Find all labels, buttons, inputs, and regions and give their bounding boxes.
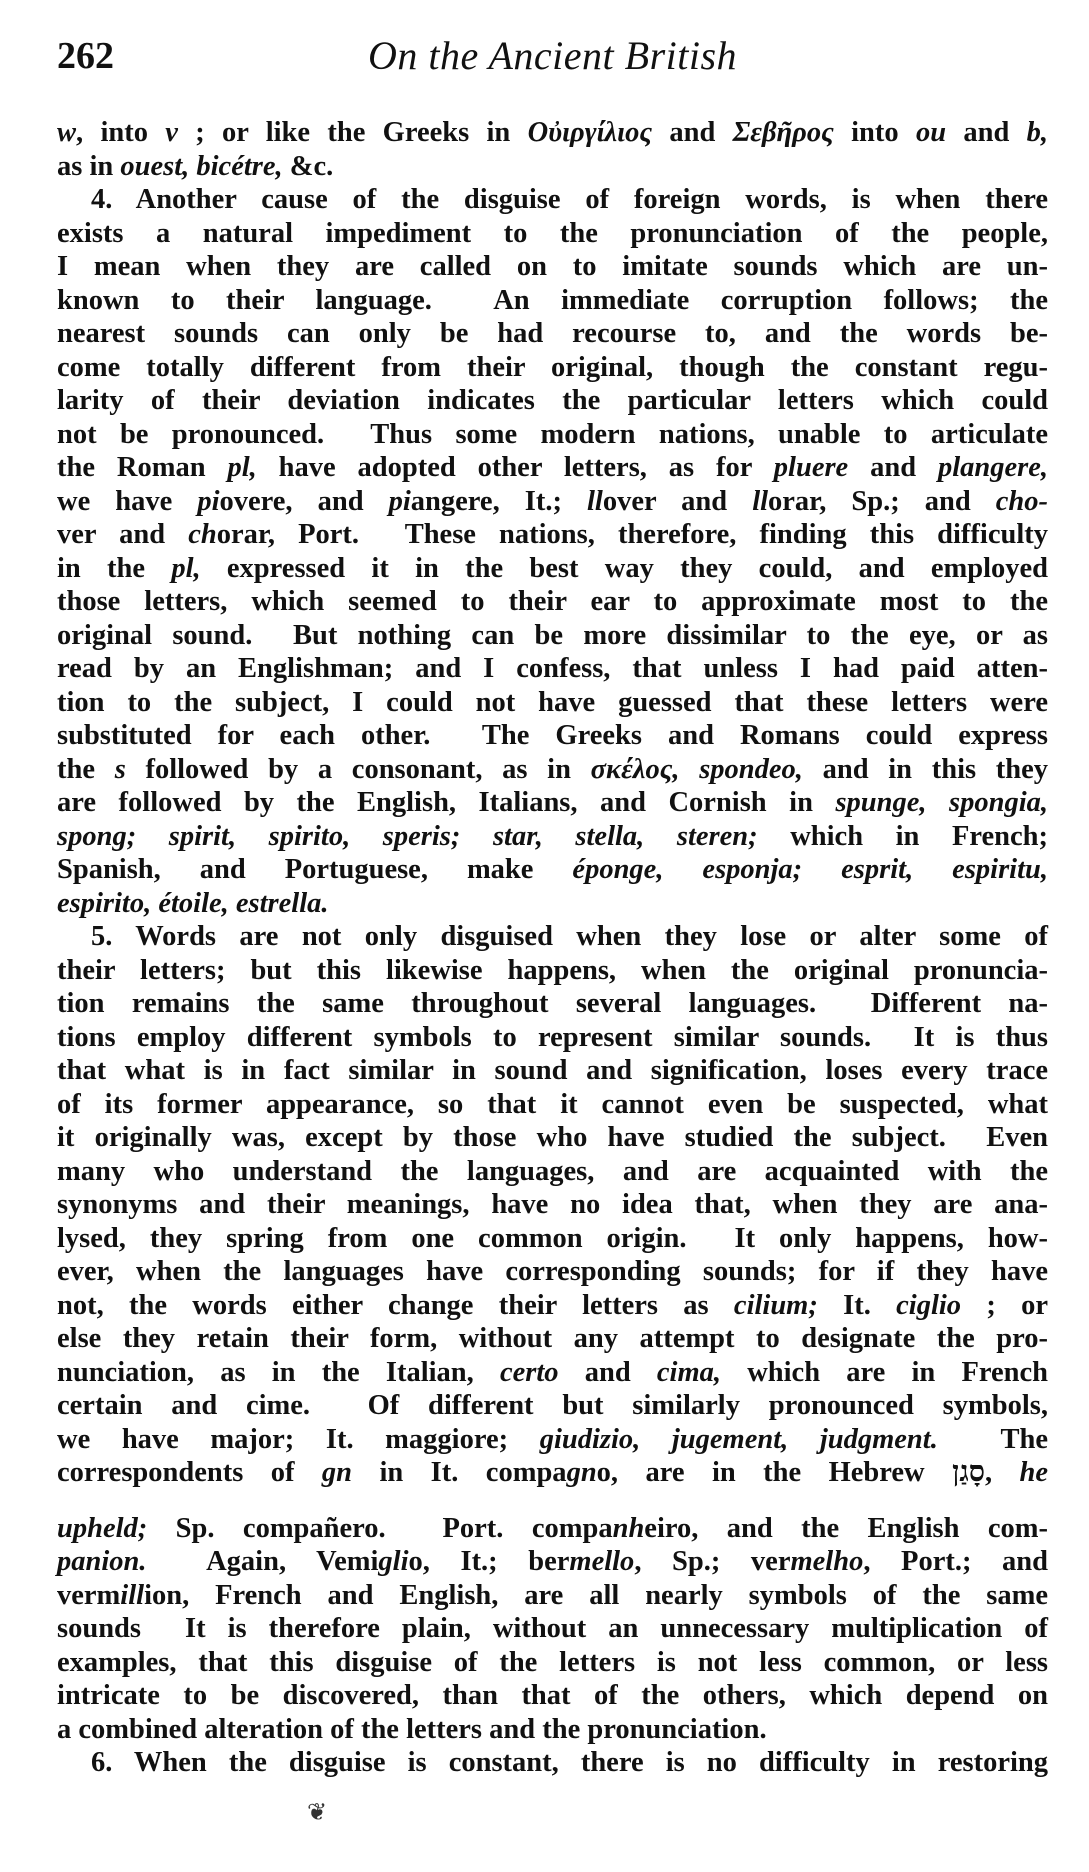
italic-text: cho- [995,485,1049,517]
text-run: certain and cime. Of different but similarly pronounced symbols, [57,1390,1048,1421]
italic-text: pluere [773,452,849,483]
text-run: in the [57,552,172,584]
text-run: original sound. But nothing can be more dissimilar to the eye, or as [57,619,1048,651]
text-run: come totally different from their original, though the constant regu- [57,351,1048,383]
text-run: are followed by the English, Italians, and Cornish in [57,787,836,818]
text-run: over and [602,485,753,517]
text-line [57,384,1048,418]
text-run: the Roman [57,452,228,483]
text-run: ever, when the languages have corresponding sounds; for if they have [57,1256,1048,1287]
text-line [57,485,1048,519]
text-run: into [833,117,916,148]
italic-text: pl, [171,552,201,584]
text-run: The [937,1423,1049,1455]
text-line [57,1121,1048,1155]
text-run: nunciation, as in the Italian, [57,1356,500,1388]
page-number: 262 [57,35,114,77]
text-line [57,1512,1048,1546]
text-line [57,719,1048,753]
text-run: lysed, they spring from one common origin. It only happens, how- [57,1222,1048,1254]
text-run: else they retain their form, without any attempt to designate the pro- [57,1323,1048,1354]
italic-text: spong; spirit, spirito, speris; star, stella, steren; [57,820,758,852]
text-line [57,1255,1048,1289]
text-run: overe, and [219,485,389,517]
text-run: o, are in the Hebrew [596,1457,953,1488]
italic-text: ou [915,117,947,148]
text-run: synonyms and their meanings, have no idea that, when they are ana- [57,1189,1048,1220]
italic-text: gn [566,1457,597,1488]
text-run: tion remains the same throughout several languages. Different na- [57,988,1048,1019]
italic-text: pi [197,485,220,517]
text-run: orar, Sp.; and [768,485,996,517]
text-line [57,1188,1048,1222]
text-run: &c. [282,150,334,182]
text-line [57,1021,1048,1055]
text-run: larity of their deviation indicates the particular letters which could [57,385,1048,416]
text-run: , Port.; and [863,1546,1048,1577]
text-line [57,619,1048,653]
italic-text: gli [378,1546,409,1577]
text-line [57,1356,1048,1390]
text-run: not be pronounced. Thus some modern nations, unable to articulate [57,418,1048,450]
text-line [57,853,1048,887]
text-line [57,418,1048,452]
text-run: , into [76,117,166,148]
italic-text: ch [188,519,217,550]
text-run: and [946,117,1027,148]
text-line [57,451,1048,485]
text-run: o, It.; ber [408,1546,570,1577]
text-run: those letters, which seemed to their ear to approximate most to the [57,586,1048,617]
text-line [57,1222,1048,1256]
text-line [57,753,1048,787]
text-run: Sp. compañero. Port. compa [147,1512,613,1544]
text-run: have adopted other letters, as for [256,452,774,483]
italic-text: ll [752,485,769,517]
italic-text: ciglio [896,1289,962,1321]
italic-text: mello [569,1546,635,1577]
text-line [57,1289,1048,1323]
text-line [57,820,1048,854]
text-line [57,183,1048,217]
italic-text: cima, [656,1356,722,1388]
text-run: I mean when they are called on to imitate sounds which are un- [57,251,1048,282]
text-line [57,217,1048,251]
text-line [57,786,1048,820]
text-line [57,1088,1048,1122]
italic-text: espirito, étoile, estrella. [57,887,329,919]
text-run: Again, Vemi [146,1546,379,1577]
text-run: , Sp.; ver [634,1546,791,1577]
text-run: , [984,1457,1020,1488]
text-run: tions employ different symbols to represent similar sounds. It is thus [57,1021,1048,1053]
text-line [57,954,1048,988]
italic-text: gn [321,1457,353,1488]
text-line [57,585,1048,619]
text-run: we have [57,485,198,517]
text-run: and [558,1356,657,1388]
text-run: which in French; [757,820,1049,852]
text-run: 5. Words are not only disguised when they lose or alter some of [91,921,1048,952]
text-run: a combined alteration of the letters and the pronunciation. [57,1713,767,1745]
italic-text: panion. [57,1546,147,1577]
text-line [57,920,1048,954]
italic-text: upheld; [57,1512,148,1544]
italic-text: spunge, spongia, [835,787,1048,818]
text-line [57,686,1048,720]
text-run: ion, French and English, are all nearly symbols of the same [144,1579,1048,1611]
text-run: of its former appearance, so that it cannot even be suspected, what [57,1088,1048,1120]
text-run: their letters; but this likewise happens, when the original pronuncia- [57,954,1048,986]
text-run: that what is in fact similar in sound and signification, loses every trace [57,1055,1048,1086]
text-run: Spanish, and Portuguese, make [57,854,573,885]
text-run: ; or like the Greeks in [177,117,528,148]
text-run: read by an Englishman; and I confess, that unless I had paid atten- [57,653,1048,684]
text-run: verm [57,1579,121,1611]
italic-text: w [57,117,77,148]
italic-text: σκέλος, spondeo, [590,753,803,785]
text-run: in It. compa [352,1457,567,1488]
running-title: On the Ancient British [367,33,738,78]
text-run: sounds It is therefore plain, without an unnecessary multiplication of [57,1613,1048,1644]
text-run: expressed it in the best way they could, and employed [200,552,1048,584]
text-run: orar, Port. These nations, therefore, finding this difficulty [216,519,1048,550]
text-run: not, the words either change their letters as [57,1289,734,1321]
text-line [57,1545,1048,1579]
text-line [57,1423,1048,1457]
italic-text: s [114,753,126,785]
text-run: followed by a consonant, as in [125,753,591,785]
text-run: correspondents of [57,1457,322,1488]
italic-text: v [165,117,178,148]
hebrew-word: סָגַן [952,1457,985,1488]
italic-text: ouest, bicétre, [120,150,283,182]
text-run: intricate to be discovered, than that of the others, which depend on [57,1680,1048,1711]
page-header [57,34,1048,84]
italic-text: Σεβῆρος [732,117,834,148]
text-run: we have major; It. maggiore; [57,1423,540,1455]
text-line [57,652,1048,686]
text-line [57,1389,1048,1423]
text-line [57,1579,1048,1613]
text-line [57,1679,1048,1713]
text-line [57,1612,1048,1646]
italic-text: cilium; [733,1289,818,1321]
italic-text: certo [499,1356,559,1388]
text-run: and [652,117,733,148]
text-line [57,1646,1048,1680]
text-run: and in this they [802,753,1049,785]
text-line [57,987,1048,1021]
text-line [57,1155,1048,1189]
text-run: known to their language. An immediate corruption follows; the [57,284,1048,316]
text-run: ; or [961,1289,1048,1321]
page-body-text [57,116,1048,1780]
text-run: which are in French [721,1356,1048,1388]
text-line [57,1054,1048,1088]
text-run: many who understand the languages, and are acquainted with the [57,1155,1048,1187]
text-run: angere, It.; [410,485,587,517]
text-line [57,317,1048,351]
text-run: eiro, and the English com- [644,1512,1048,1544]
text-line [57,250,1048,284]
italic-text: giudizio, jugement, judgment. [539,1423,938,1455]
italic-text: melho [790,1546,864,1577]
italic-text: pi [388,485,411,517]
italic-text: nh [612,1512,645,1544]
text-run: substituted for each other. The Greeks and Romans could express [57,720,1048,751]
text-line [57,351,1048,385]
italic-text: b, [1026,117,1049,148]
text-run: nearest sounds can only be had recourse to, and the words be- [57,318,1048,349]
printer-ornament-icon: ❦ [307,1800,328,1826]
text-run: 4. Another cause of the disguise of foreign words, is when there [91,184,1048,215]
text-run: exists a natural impediment to the pronunciation of the people, [57,217,1048,249]
text-line [57,150,1048,184]
text-run: as in [57,150,121,182]
text-line [57,887,1048,921]
text-line [57,1713,1048,1747]
text-line [57,518,1048,552]
text-run: ver and [57,519,189,550]
italic-text: Οὐιργίλιος [527,117,653,148]
italic-text: éponge, esponja; esprit, espiritu, [572,854,1048,885]
text-line [57,284,1048,318]
italic-text: plangere, [937,452,1048,483]
text-run: the [57,753,115,785]
text-line [57,552,1048,586]
text-run: and [848,452,938,483]
text-line [57,1322,1048,1356]
italic-text: pl, [227,452,257,483]
italic-text: he [1019,1457,1049,1488]
text-run: 6. When the disguise is constant, there is no difficulty in restoring [91,1747,1048,1778]
text-line [57,116,1048,150]
italic-text: ill [120,1579,145,1611]
text-run: It. [817,1289,897,1321]
text-run: it originally was, except by those who have studied the subject. Even [57,1122,1048,1153]
text-line [57,1746,1048,1780]
text-run: tion to the subject, I could not have guessed that these letters were [57,686,1048,718]
text-line [57,1456,1048,1490]
italic-text: ll [587,485,603,517]
text-run: examples, that this disguise of the letters is not less common, or less [57,1646,1048,1678]
